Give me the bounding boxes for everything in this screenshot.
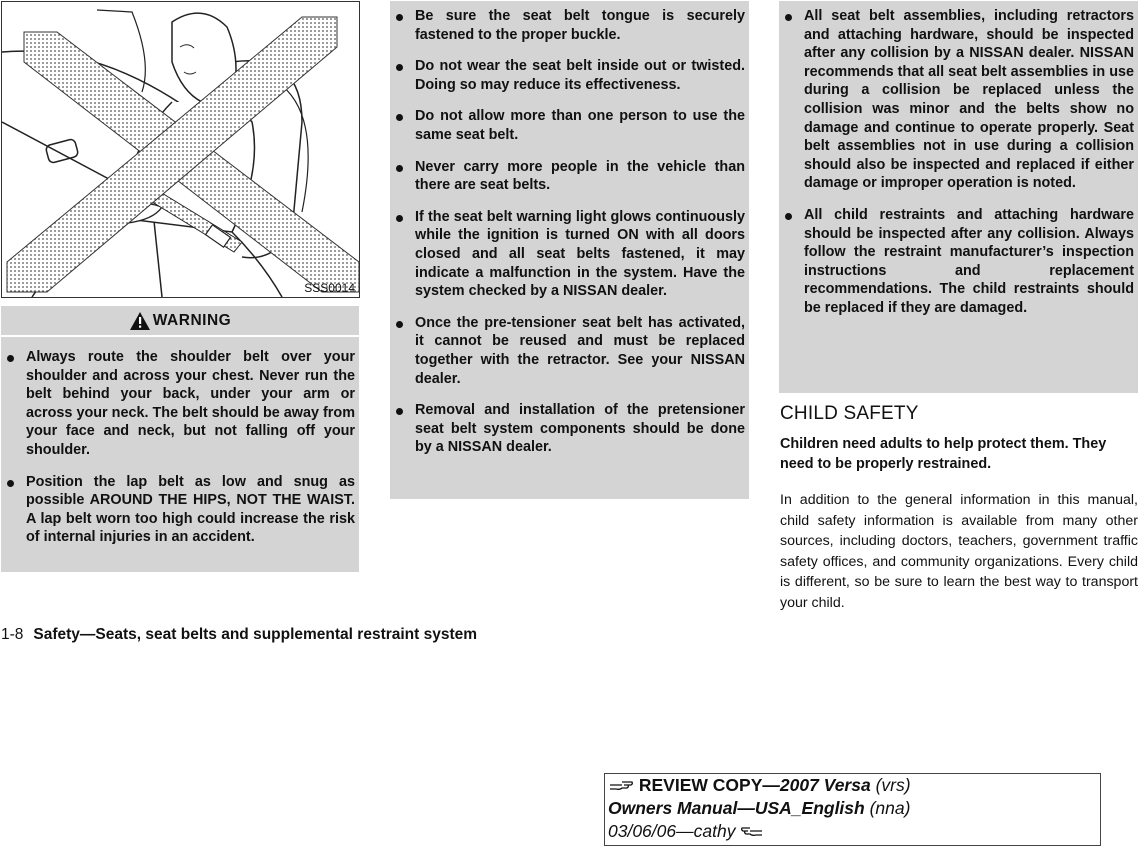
- manual-code: (nna): [864, 798, 911, 818]
- lead-paragraph: Children need adults to help protect them. They need to be properly restrained.: [780, 436, 1107, 472]
- cautions-list: [390, 1, 749, 457]
- warning-list: [1, 337, 359, 547]
- review-line-2: [608, 797, 1100, 820]
- warning-icon: [129, 311, 151, 331]
- list-item: Be sure the seat belt tongue is securely fastened to the proper buckle.: [390, 7, 745, 44]
- page-footer: [1, 626, 477, 644]
- inspection-box: [779, 1, 1138, 393]
- review-line-3: [608, 820, 1100, 843]
- model-code: (vrs): [870, 775, 911, 795]
- model-name: 2007 Versa: [779, 775, 871, 795]
- inspection-list: [779, 1, 1138, 318]
- body-paragraph: In addition to the general information in this manual, child safety information is available from many other sources, including doctors, teachers, government traffic safety offices, and community organizations. Every child is different, so be sure to learn the best way to transport your child.: [780, 492, 1138, 611]
- page-number: 1-8: [1, 626, 24, 643]
- warning-heading: [1, 306, 359, 337]
- review-date-author: 03/06/06—cathy: [608, 821, 736, 841]
- chapter-title: Safety—Seats, seat belts and supplemental restraint system: [33, 626, 478, 643]
- review-copy-label: REVIEW COPY—: [638, 775, 780, 795]
- list-item: Never carry more people in the vehicle than there are seat belts.: [390, 158, 745, 195]
- list-item: Do not wear the seat belt inside out or twisted. Doing so may reduce its effectiveness.: [390, 57, 745, 94]
- list-item: Once the pre-tensioner seat belt has activated, it cannot be reused and must be replaced together with the retractor. See your NISSAN dealer.: [390, 314, 745, 388]
- review-stamp: [604, 773, 1101, 846]
- cautions-box: [390, 1, 749, 499]
- list-item: Removal and installation of the pretensioner seat belt system components should be done by a NISSAN dealer.: [390, 401, 745, 457]
- list-item: All child restraints and attaching hardware should be inspected after any collision. Always follow the restraint manufacturer’s inspection instructions and replacement recommendations. The child restraints should be replaced if they are damaged.: [779, 206, 1134, 318]
- pointing-hand-left-icon: [740, 823, 764, 839]
- warning-box: [1, 306, 359, 572]
- list-item: All seat belt assemblies, including retractors and attaching hardware, should be inspected after any collision by a NISSAN dealer. NISSAN recommends that all seat belt assemblies in use during a collision be replaced unless the collision was minor and the belts show no damage and continue to operate properly. Seat belt assemblies not in use during a collision should also be inspected and replaced if either damage or improper operation is noted.: [779, 7, 1134, 193]
- list-item: Always route the shoulder belt over your shoulder and across your chest. Never run the belt behind your back, under your arm or across your neck. The belt should be away from your face and neck, but not falling off your shoulder.: [1, 348, 355, 460]
- list-item: Do not allow more than one person to use the same seat belt.: [390, 107, 745, 144]
- list-item: If the seat belt warning light glows continuously while the ignition is turned ON with all doors closed and all seat belts fastened, it may indicate a malfunction in the system. Have the system checked by a NISSAN dealer.: [390, 208, 745, 301]
- incorrect-belt-figure: [2, 2, 359, 297]
- figure-code: SSS0014: [304, 281, 355, 295]
- manual-name: Owners Manual—USA_English: [608, 798, 865, 818]
- list-item: Position the lap belt as low and snug as possible AROUND THE HIPS, NOT THE WAIST. A lap belt worn too high could increase the risk of internal injuries in an accident.: [1, 473, 355, 547]
- seat-belt-illustration: [1, 1, 360, 298]
- pointing-hand-icon: [608, 777, 634, 793]
- review-line-1: [608, 774, 1100, 797]
- section-title: CHILD SAFETY: [780, 403, 919, 424]
- warning-title: WARNING: [152, 311, 232, 329]
